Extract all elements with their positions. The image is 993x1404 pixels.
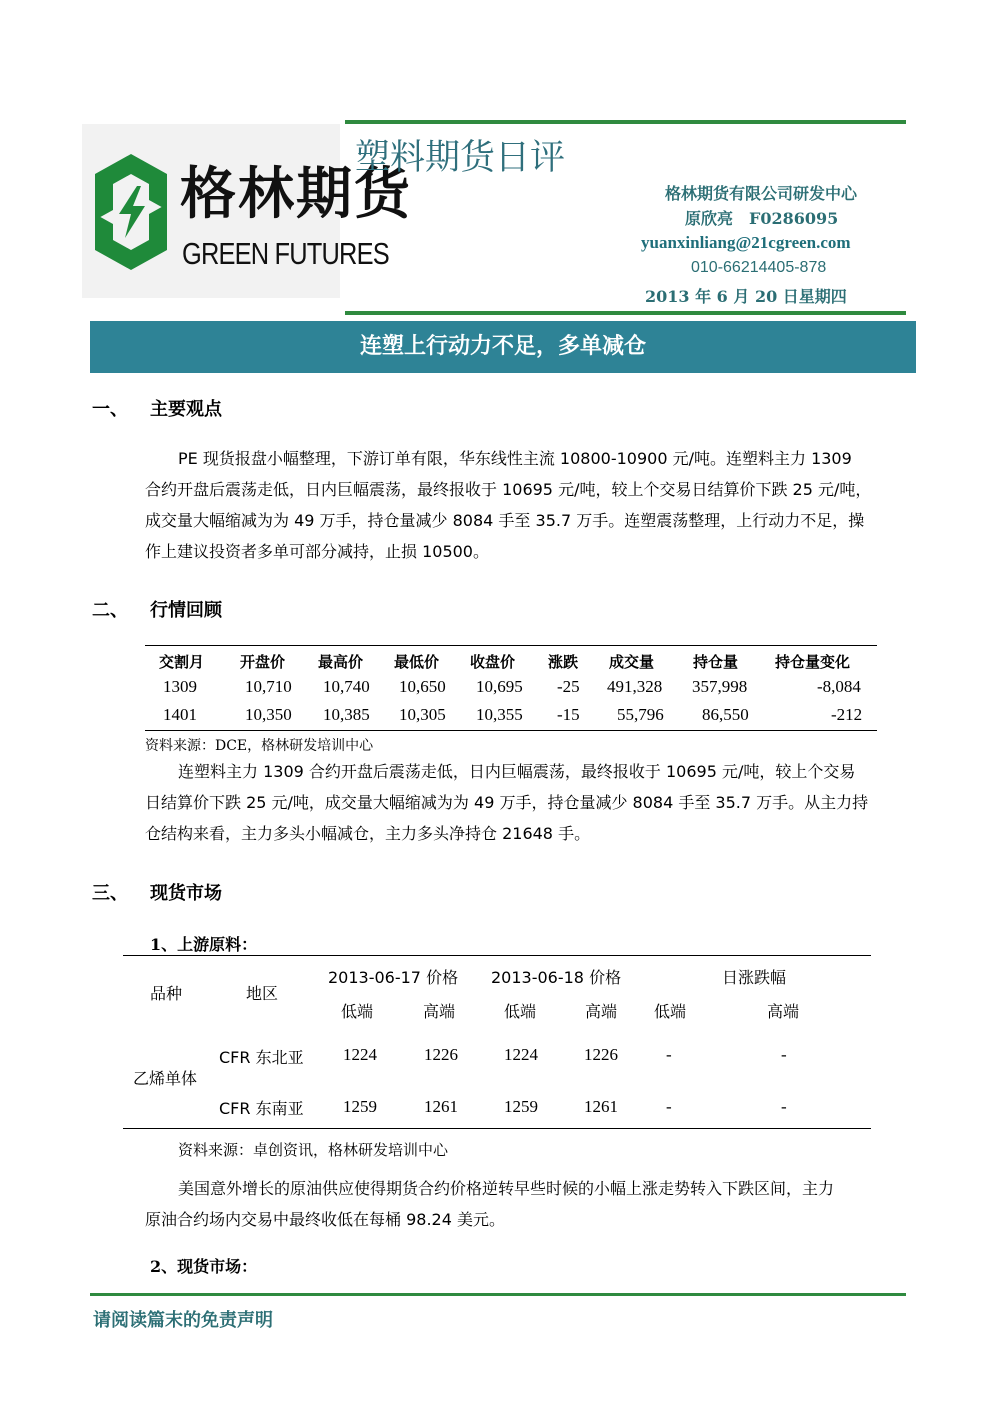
upstream-price-cell: 1224 bbox=[504, 1045, 538, 1064]
upstream-region-cell: CFR 东北亚 bbox=[219, 1048, 304, 1067]
upstream-header-region: 地区 bbox=[246, 984, 279, 1003]
logo-chinese-name: 格林期货 bbox=[180, 162, 412, 227]
logo-english-name: GREEN FUTURES bbox=[182, 236, 389, 271]
section-1-number: 一、 bbox=[92, 399, 128, 420]
header-email[interactable]: yuanxinliang@21cgreen.com bbox=[641, 233, 851, 252]
table-cell: 10,650 bbox=[399, 677, 446, 696]
upstream-subheader-low: 低端 bbox=[654, 1002, 687, 1021]
paragraph-line: 连塑料主力 1309 合约开盘后震荡走低，日内巨幅震荡，最终报收于 10695 元/吨，较上个交易 bbox=[178, 762, 856, 781]
table-cell: 10,350 bbox=[245, 705, 292, 724]
upstream-table-top-rule bbox=[123, 955, 871, 956]
paragraph-line: 成交量大幅缩减为为 49 万手，持仓量减少 8084 手至 35.7 万手。连塑震荡整理，上行动力不足，操 bbox=[145, 511, 865, 530]
upstream-header-change: 日涨跌幅 bbox=[722, 968, 787, 987]
table-top-rule bbox=[145, 645, 877, 646]
paragraph-line: 美国意外增长的原油供应使得期货合约价格逆转早些时候的小幅上涨走势转入下跌区间，主力 bbox=[178, 1179, 835, 1198]
column-header: 交割月 bbox=[159, 653, 205, 671]
upstream-change-cell: - bbox=[781, 1045, 787, 1064]
section-2-paragraph bbox=[145, 756, 907, 849]
column-header: 持仓量 bbox=[693, 653, 739, 671]
table-cell: 10,740 bbox=[323, 677, 370, 696]
table-cell: 10,305 bbox=[399, 705, 446, 724]
column-header: 涨跌 bbox=[548, 653, 579, 671]
paragraph-line: 原油合约场内交易中最终收低在每桶 98.24 美元。 bbox=[145, 1210, 505, 1229]
section-1-title: 主要观点 bbox=[150, 399, 222, 420]
upstream-price-cell: 1261 bbox=[584, 1097, 618, 1116]
subsection-upstream-title: 1、上游原料： bbox=[150, 935, 258, 954]
paragraph-line: 仓结构来看，主力多头小幅减仓，主力多头净持仓 21648 手。 bbox=[145, 824, 591, 843]
section-3-title: 现货市场 bbox=[150, 883, 222, 904]
table-cell: -25 bbox=[557, 677, 580, 696]
section-1-paragraph bbox=[145, 443, 907, 567]
upstream-change-cell: - bbox=[666, 1097, 672, 1116]
section-3-number: 三、 bbox=[92, 883, 128, 904]
table-cell: 10,710 bbox=[245, 677, 292, 696]
paragraph-line: PE 现货报盘小幅整理，下游订单有限，华东线性主流 10800-10900 元/吨。连塑料主力 1309 bbox=[178, 449, 852, 468]
upstream-table-source: 资料来源：卓创资讯，格林研发培训中心 bbox=[178, 1141, 449, 1159]
headline-banner bbox=[90, 321, 916, 373]
table-cell: 86,550 bbox=[702, 705, 749, 724]
upstream-change-cell: - bbox=[781, 1097, 787, 1116]
upstream-header-date2: 2013-06-18 价格 bbox=[491, 968, 622, 987]
section-3-paragraph bbox=[145, 1173, 907, 1235]
paragraph-line: 合约开盘后震荡走低，日内巨幅震荡，最终报收于 10695 元/吨，较上个交易日结算价下跌 25 元/吨， bbox=[145, 480, 872, 499]
section-2-number: 二、 bbox=[92, 600, 128, 621]
header-bottom-rule bbox=[345, 311, 906, 315]
header-top-rule bbox=[345, 120, 906, 124]
upstream-price-cell: 1224 bbox=[343, 1045, 377, 1064]
upstream-price-cell: 1261 bbox=[424, 1097, 458, 1116]
column-header: 最高价 bbox=[318, 653, 364, 671]
header-company: 格林期货有限公司研发中心 bbox=[665, 184, 858, 203]
header-author: 原欣亮 F0286095 bbox=[685, 209, 839, 228]
column-header: 持仓量变化 bbox=[775, 653, 851, 671]
table-cell: 357,998 bbox=[692, 677, 748, 696]
upstream-variety-cell: 乙烯单体 bbox=[133, 1069, 198, 1088]
column-header: 最低价 bbox=[394, 653, 440, 671]
section-2-title: 行情回顾 bbox=[150, 600, 222, 621]
column-header: 开盘价 bbox=[240, 653, 286, 671]
column-header: 收盘价 bbox=[470, 653, 516, 671]
footer-rule bbox=[90, 1293, 906, 1296]
upstream-subheader-high: 高端 bbox=[767, 1002, 800, 1021]
upstream-subheader-low: 低端 bbox=[341, 1002, 374, 1021]
header-date: 2013 年 6 月 20 日星期四 bbox=[645, 287, 847, 306]
table-cell: 1401 bbox=[163, 705, 197, 724]
table-cell: 55,796 bbox=[617, 705, 664, 724]
upstream-price-cell: 1226 bbox=[584, 1045, 618, 1064]
table-cell: 10,385 bbox=[323, 705, 370, 724]
market-table-source: 资料来源：DCE，格林研发培训中心 bbox=[145, 738, 374, 754]
green-futures-logo-icon bbox=[93, 152, 169, 272]
table-cell: -212 bbox=[831, 705, 863, 724]
table-cell: 491,328 bbox=[607, 677, 663, 696]
table-cell: 10,355 bbox=[476, 705, 523, 724]
paragraph-line: 日结算价下跌 25 元/吨，成交量大幅缩减为为 49 万手，持仓量减少 8084 手至 35.7 万手。从主力持 bbox=[145, 793, 869, 812]
table-cell: 10,695 bbox=[476, 677, 523, 696]
upstream-region-cell: CFR 东南亚 bbox=[219, 1099, 304, 1118]
upstream-subheader-high: 高端 bbox=[423, 1002, 456, 1021]
paragraph-line: 作上建议投资者多单可部分减持，止损 10500。 bbox=[145, 542, 489, 561]
document-title: 塑料期货日评 bbox=[355, 138, 566, 178]
upstream-subheader-low: 低端 bbox=[504, 1002, 537, 1021]
headline-text: 连塑上行动力不足，多单减仓 bbox=[359, 334, 646, 359]
table-bottom-rule bbox=[145, 730, 877, 731]
header-phone: 010-66214405-878 bbox=[691, 259, 827, 276]
table-cell: -8,084 bbox=[817, 677, 861, 696]
upstream-price-cell: 1259 bbox=[343, 1097, 377, 1116]
upstream-price-cell: 1226 bbox=[424, 1045, 458, 1064]
upstream-header-variety: 品种 bbox=[150, 984, 183, 1003]
upstream-price-cell: 1259 bbox=[504, 1097, 538, 1116]
upstream-header-date1: 2013-06-17 价格 bbox=[328, 968, 459, 987]
upstream-subheader-high: 高端 bbox=[585, 1002, 618, 1021]
table-cell: 1309 bbox=[163, 677, 197, 696]
subsection-spot-market-title: 2、现货市场： bbox=[150, 1257, 258, 1276]
column-header: 成交量 bbox=[609, 653, 655, 671]
disclaimer-note: 请阅读篇末的免责声明 bbox=[93, 1310, 273, 1331]
table-cell: -15 bbox=[557, 705, 580, 724]
upstream-change-cell: - bbox=[666, 1045, 672, 1064]
upstream-table-bottom-rule bbox=[123, 1128, 871, 1129]
